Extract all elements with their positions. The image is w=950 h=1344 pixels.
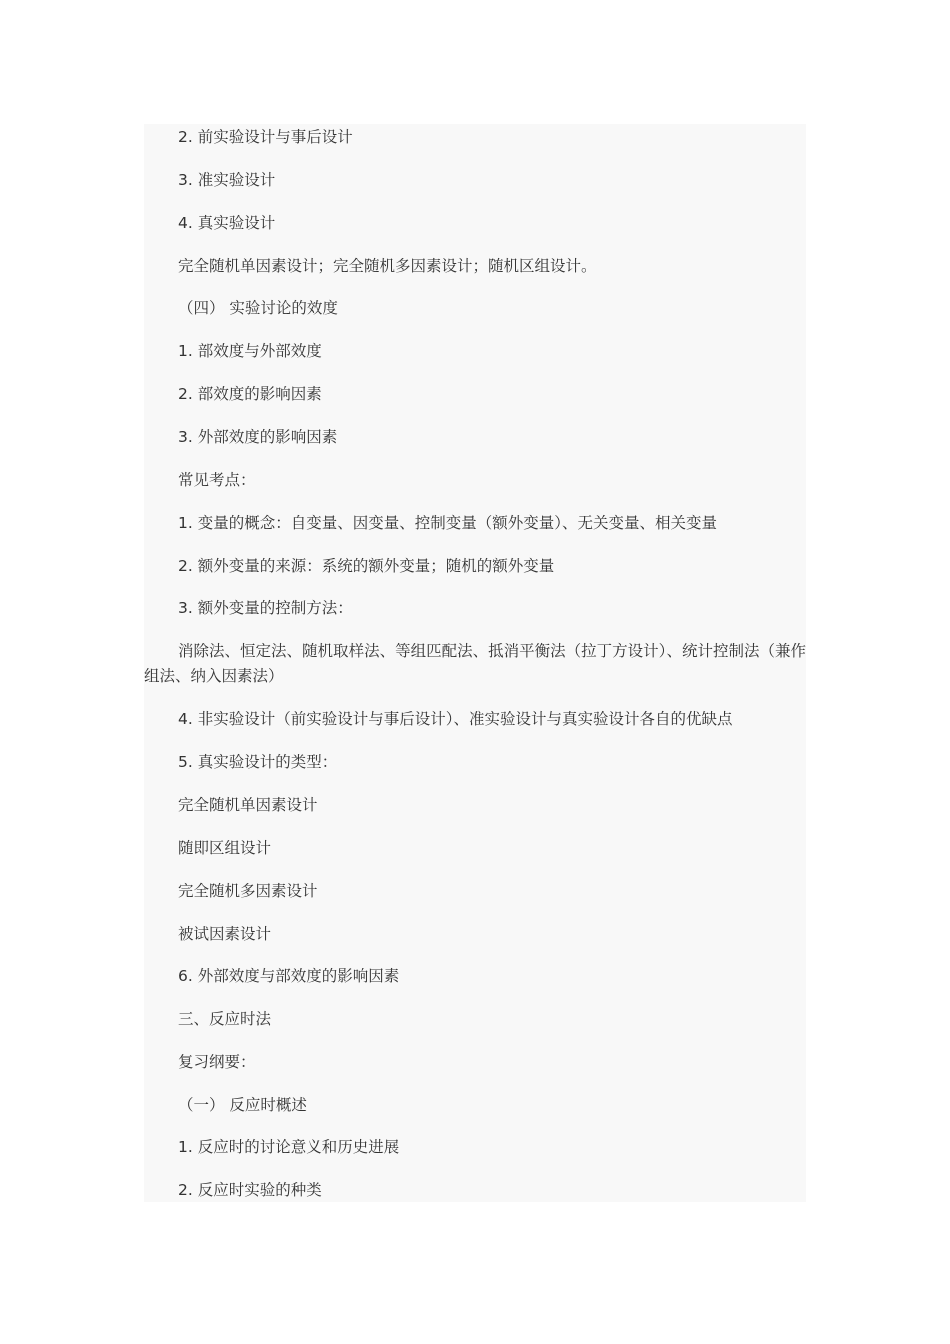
section-heading: 三、反应时法 — [178, 1010, 272, 1028]
paragraph: 6. 外部效度与部效度的影响因素 — [178, 967, 400, 985]
paragraph: 2. 额外变量的来源：系统的额外变量；随机的额外变量 — [178, 557, 555, 575]
paragraph: 完全随机多因素设计 — [178, 882, 318, 900]
paragraph: 完全随机单因素设计 — [178, 796, 318, 814]
paragraph: 2. 反应时实验的种类 — [178, 1181, 322, 1199]
paragraph: 完全随机单因素设计；完全随机多因素设计；随机区组设计。 — [178, 257, 597, 275]
paragraph: 4. 非实验设计（前实验设计与事后设计）、准实验设计与真实验设计各自的优缺点 — [178, 710, 733, 728]
paragraph: 1. 反应时的讨论意义和历史进展 — [178, 1138, 400, 1156]
paragraph: 复习纲要： — [178, 1053, 256, 1071]
document-page — [144, 124, 806, 1202]
paragraph: 消除法、恒定法、随机取样法、等组匹配法、抵消平衡法（拉丁方设计）、统计控制法（兼作组法、纳入因素法） — [144, 642, 806, 685]
paragraph: 5. 真实验设计的类型： — [178, 753, 338, 771]
paragraph: 常见考点： — [178, 471, 256, 489]
paragraph: 随即区组设计 — [178, 839, 272, 857]
paragraph: 4. 真实验设计 — [178, 214, 276, 232]
paragraph: 3. 额外变量的控制方法： — [178, 599, 353, 617]
paragraph: 1. 部效度与外部效度 — [178, 342, 322, 360]
paragraph: 2. 部效度的影响因素 — [178, 385, 322, 403]
paragraph: 1. 变量的概念：自变量、因变量、控制变量（额外变量）、无关变量、相关变量 — [178, 514, 717, 532]
section-heading: （四） 实验讨论的效度 — [178, 299, 338, 317]
section-heading: （一） 反应时概述 — [178, 1096, 307, 1114]
paragraph: 2. 前实验设计与事后设计 — [178, 128, 353, 146]
paragraph: 3. 准实验设计 — [178, 171, 276, 189]
paragraph: 被试因素设计 — [178, 925, 272, 943]
paragraph: 3. 外部效度的影响因素 — [178, 428, 338, 446]
